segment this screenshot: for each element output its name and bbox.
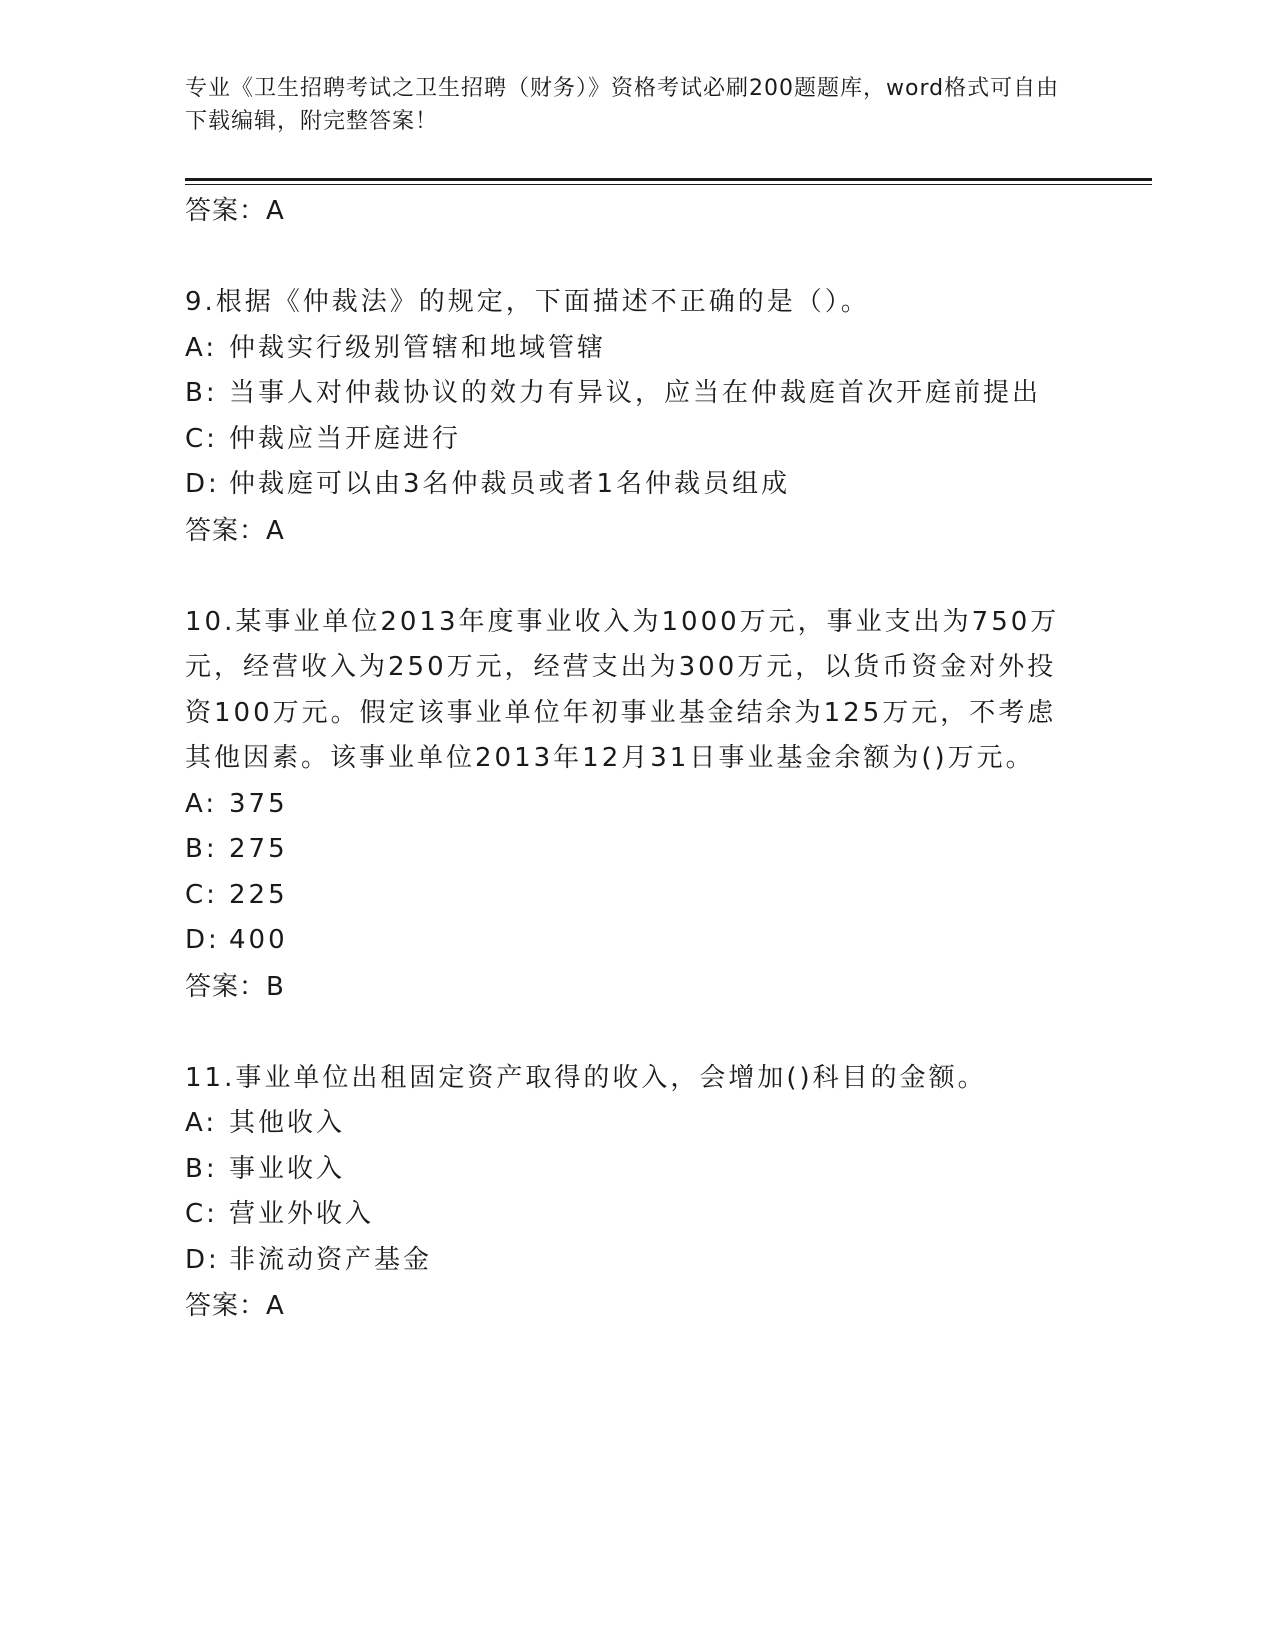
option-b (185, 371, 1085, 417)
option-text: 非流动资产基金 (229, 1244, 433, 1275)
option-label: A: (185, 788, 218, 819)
option-text: 其他收入 (229, 1108, 346, 1138)
option-label: A: (185, 1108, 218, 1138)
page-header: 专业《卫生招聘考试之卫生招聘（财务）》资格考试必刷200题题库，word格式可自由下载编辑，附完整答案！ (185, 76, 1060, 134)
document-body (185, 188, 1085, 1329)
question-9 (185, 280, 1085, 554)
option-c (185, 1192, 1085, 1238)
question-stem: 10.某事业单位2013年度事业收入为1000万元，事业支出为750万元，经营收入为250万元，经营支出为300万元，以货币资金对外投资100万元。假定该事业单位年初事业基金结余为125万元，不考虑其他因素。该事业单位2013年12月31日事业基金余额为()万元。 (185, 606, 1060, 773)
option-d (185, 462, 1085, 508)
option-c (185, 873, 1085, 919)
option-text: 当事人对仲裁协议的效力有异议，应当在仲裁庭首次开庭前提出 (229, 378, 1042, 408)
option-label: C: (185, 1199, 218, 1229)
option-text: 事业收入 (229, 1153, 346, 1184)
option-a (185, 326, 1085, 372)
option-label: C: (185, 879, 218, 910)
option-b (185, 1147, 1085, 1193)
previous-answer: 答案：A (185, 196, 285, 226)
option-label: A: (185, 332, 218, 363)
option-b (185, 827, 1085, 873)
option-text: 仲裁实行级别管辖和地域管辖 (229, 332, 607, 363)
question-stem: 9.根据《仲裁法》的规定，下面描述不正确的是（）。 (185, 287, 870, 317)
question-answer: 答案：A (185, 1291, 285, 1321)
option-text: 225 (229, 879, 288, 910)
question-10 (185, 600, 1085, 1010)
option-label: B: (185, 1153, 218, 1184)
question-stem: 11.事业单位出租固定资产取得的收入，会增加()科目的金额。 (185, 1062, 987, 1093)
option-a (185, 1101, 1085, 1147)
question-11 (185, 1056, 1085, 1330)
option-text: 仲裁应当开庭进行 (229, 423, 462, 454)
option-text: 营业外收入 (229, 1199, 375, 1229)
question-answer: 答案：A (185, 515, 285, 546)
option-label: D: (185, 1244, 220, 1275)
option-text: 275 (229, 834, 288, 864)
header-divider-thin (185, 184, 1152, 185)
option-d (185, 1238, 1085, 1284)
option-text: 仲裁庭可以由3名仲裁员或者1名仲裁员组成 (229, 469, 791, 499)
option-label: C: (185, 423, 218, 454)
option-a (185, 782, 1085, 828)
option-d (185, 918, 1085, 964)
option-label: B: (185, 378, 218, 408)
question-answer: 答案：B (185, 971, 285, 1002)
option-c (185, 417, 1085, 463)
option-label: B: (185, 834, 218, 864)
option-text: 375 (229, 788, 288, 819)
option-label: D: (185, 925, 220, 955)
option-text: 400 (229, 925, 288, 955)
header-divider-thick (185, 178, 1152, 181)
option-label: D: (185, 469, 220, 499)
